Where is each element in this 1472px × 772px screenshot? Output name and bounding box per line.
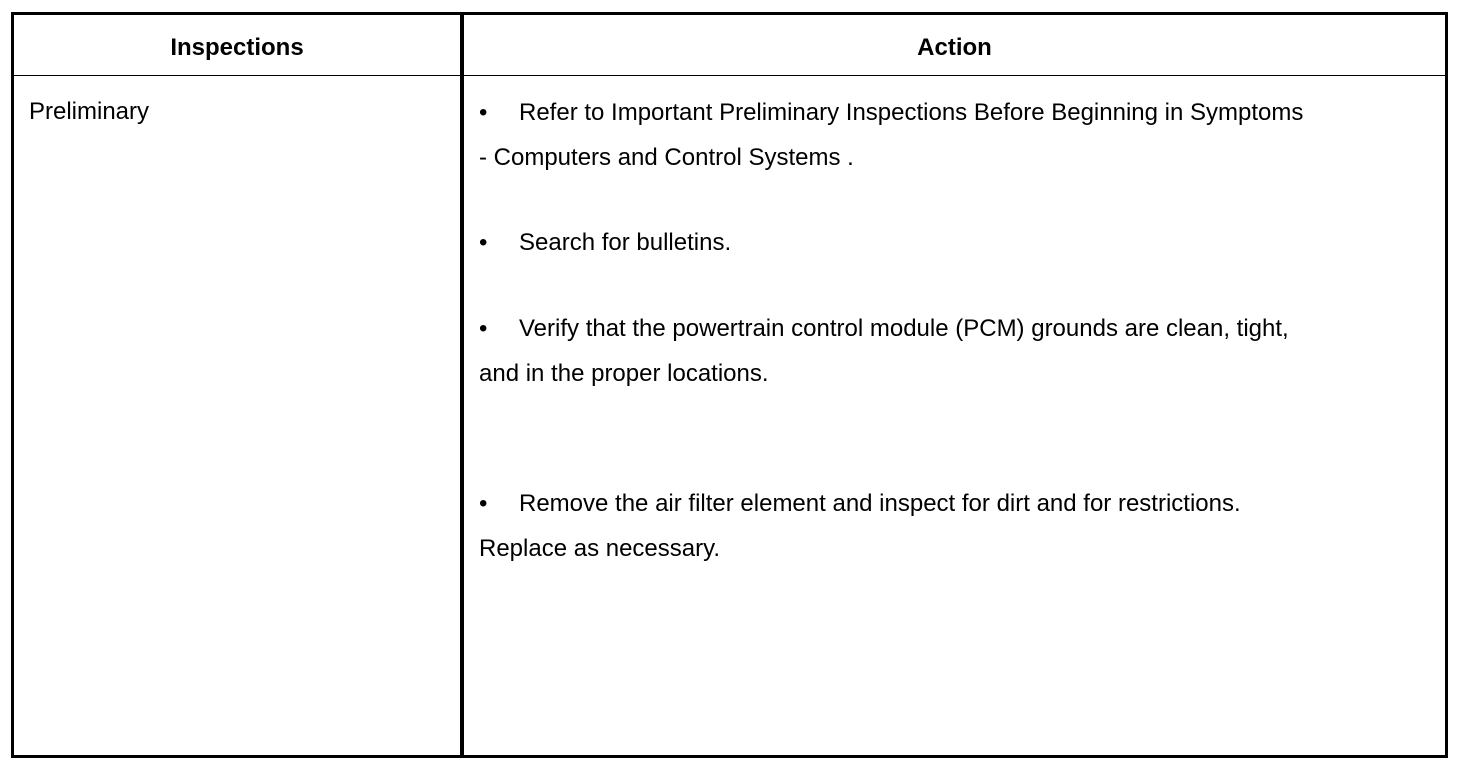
action-item-pcm-grounds	[479, 306, 1309, 396]
header-action: Action	[917, 34, 992, 61]
action-item-refer	[479, 90, 1309, 180]
header-divider	[11, 75, 1448, 76]
action-text: Search for bulletins.	[519, 229, 732, 256]
action-text: Remove the air filter element and inspect for dirt and for restrictions. Replace as necessary.	[479, 490, 1241, 562]
header-inspections: Inspections	[170, 34, 304, 61]
column-divider	[460, 12, 464, 758]
bullet-icon: •	[479, 315, 488, 342]
bullet-icon: •	[479, 490, 488, 517]
action-item-air-filter	[479, 481, 1309, 571]
action-text: Verify that the powertrain control module (PCM) grounds are clean, tight, and in the proper locations.	[479, 315, 1289, 387]
action-text: Refer to Important Preliminary Inspections Before Beginning in Symptoms - Computers and Control Systems .	[479, 99, 1304, 171]
action-item-bulletins	[479, 220, 1309, 265]
bullet-icon: •	[479, 99, 488, 126]
bullet-icon: •	[479, 229, 488, 256]
inspection-preliminary: Preliminary	[29, 98, 150, 125]
